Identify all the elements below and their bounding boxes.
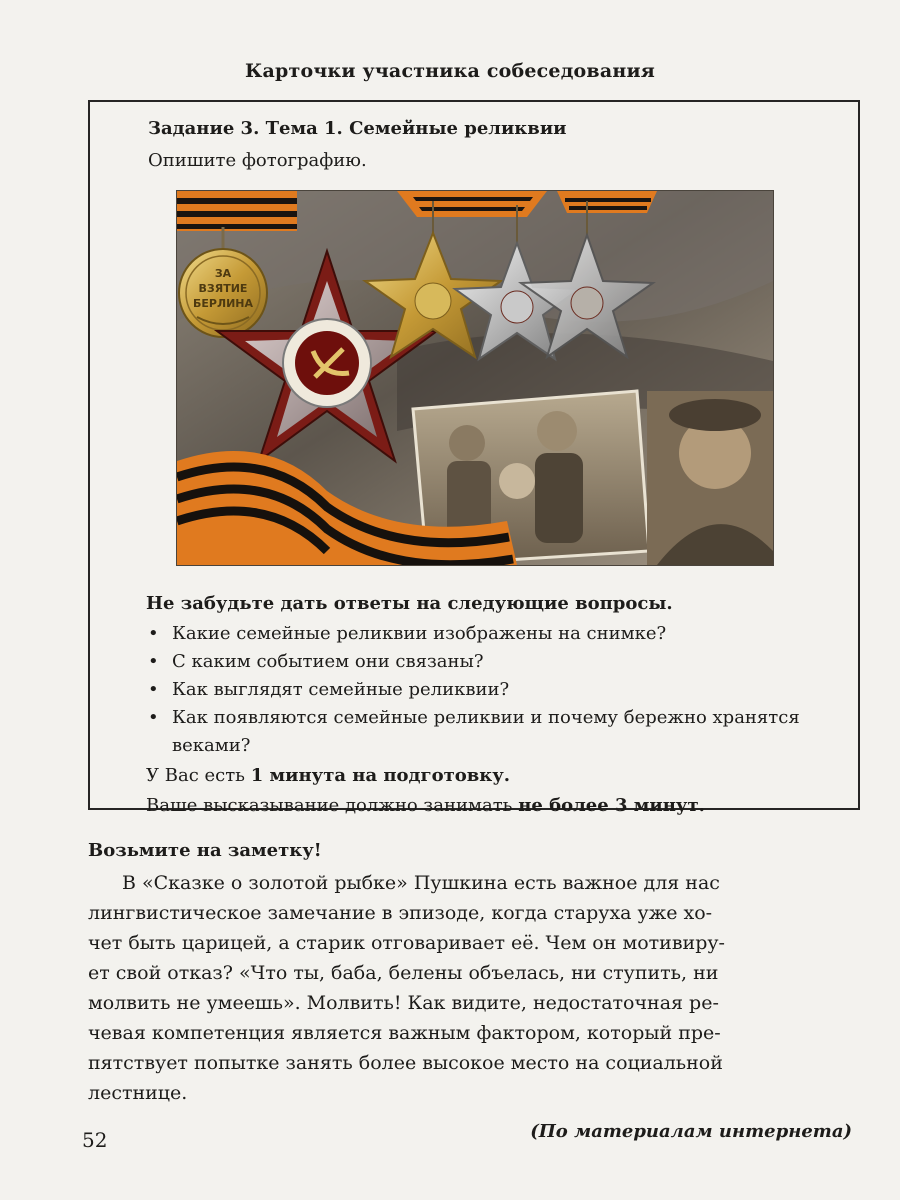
source-attribution: (По материалам интернета) xyxy=(530,1121,852,1142)
note-line: В «Сказке о золотой рыбке» Пушкина есть важное для нас xyxy=(122,872,720,894)
preparation-time xyxy=(146,762,846,790)
note-line: лестнице. xyxy=(88,1082,188,1104)
answer-time-limit xyxy=(146,792,846,820)
note-line: пятствует попытке занять более высокое место на социальной xyxy=(88,1052,723,1074)
question-list xyxy=(146,620,846,760)
note-line: чет быть царицей, а старик отговаривает её. Чем он мотивиру- xyxy=(88,932,725,954)
prep-prefix: У Вас есть xyxy=(146,765,251,786)
page-header: Карточки участника собеседования xyxy=(245,60,655,82)
question-item: • Как выглядят семейные реликвии? xyxy=(146,676,846,704)
note-line: лингвистическое замечание в эпизоде, когда старуха уже хо- xyxy=(88,902,713,924)
limit-prefix: Ваше высказывание должно занимать xyxy=(146,795,519,816)
note-line: чевая компетенция является важным фактором, который пре- xyxy=(88,1022,721,1044)
task-card xyxy=(88,100,860,816)
question-item: • С каким событием они связаны? xyxy=(146,648,846,676)
soldier-portrait xyxy=(647,391,773,565)
questions-reminder: Не забудьте дать ответы на следующие вопросы. xyxy=(146,593,673,614)
task-photo xyxy=(176,190,774,566)
prep-duration: 1 минута на подготовку. xyxy=(250,765,511,786)
medal-text-1: ЗА xyxy=(214,267,232,280)
question-item: • Какие семейные реликвии изображены на снимке? xyxy=(146,620,846,648)
note-heading: Возьмите на заметку! xyxy=(88,840,322,861)
note-line: ет свой отказ? «Что ты, баба, белены объелась, ни ступить, ни xyxy=(88,962,719,984)
page-number: 52 xyxy=(82,1128,108,1152)
medal-text-3: БЕРЛИНА xyxy=(192,297,254,310)
note-paragraph xyxy=(88,868,852,1108)
medals-photo-illustration xyxy=(177,191,773,565)
medal-text-2: ВЗЯТИЕ xyxy=(198,282,248,295)
task-title: Задание 3. Тема 1. Семейные реликвии xyxy=(148,118,567,139)
limit-duration: не более 3 минут. xyxy=(518,795,705,816)
questions-block xyxy=(146,590,846,820)
note-line: молвить не умеешь». Молвить! Как видите, недостаточная ре- xyxy=(88,992,719,1014)
task-instruction: Опишите фотографию. xyxy=(148,150,367,171)
question-item: • Как появляются семейные реликвии и почему бережно хранятся веками? xyxy=(146,704,846,760)
